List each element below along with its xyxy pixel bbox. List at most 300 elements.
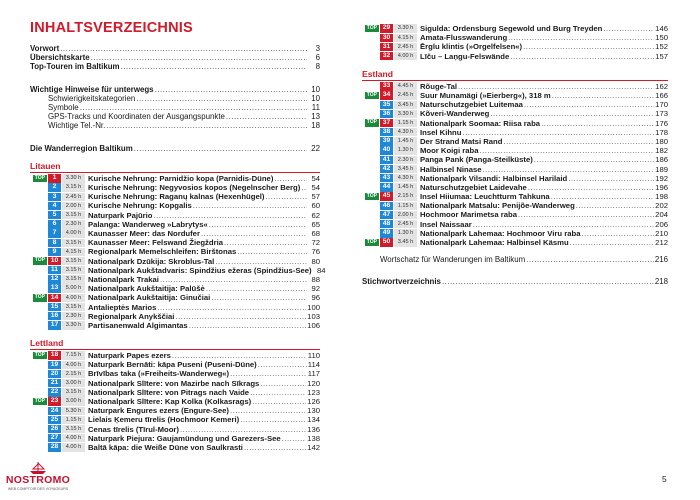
tour-number-badge: 34 [380,91,393,99]
toc-entry[interactable] [362,277,668,286]
tour-duration: 3.15 h [62,211,85,219]
tour-duration: 3.15 h [62,275,85,283]
tour-page: 126 [307,397,320,407]
tour-duration: 4.00 h [62,361,85,369]
tour-duration: 3.45 h [394,238,417,246]
tour-duration: 4.00 h [62,294,85,302]
toc-entry-label: Die Wanderregion Baltikum [30,143,133,153]
dot-leader [175,312,306,321]
region-divider [30,349,320,350]
tour-entry[interactable] [30,443,320,452]
tour-number-badge: 11 [48,266,61,274]
tour-page: 130 [307,406,320,416]
tour-entry[interactable] [30,201,320,210]
tour-number-badge: 36 [380,110,393,118]
tour-page: 182 [655,146,668,156]
tour-page: 157 [655,51,668,61]
tour-number-badge: 9 [48,248,61,256]
tour-entry[interactable] [30,406,320,415]
top-badge: TOP [34,351,45,358]
tour-number-badge: 26 [48,425,61,433]
tour-name: Nationalpark Trakai [88,274,159,284]
tour-duration: 3.15 h [62,257,85,265]
toc-entry-label: Symbole [48,103,79,113]
tour-page: 114 [307,360,320,370]
tour-entry[interactable] [362,119,668,128]
tour-page: 204 [655,210,668,220]
tour-entry[interactable] [30,183,320,192]
toc-entry-page: 13 [311,112,320,122]
tour-name: Kaunasser Meer: das Nordufer [88,229,200,239]
toc-entry[interactable] [30,53,320,62]
tour-duration: 5.00 h [62,284,85,292]
tour-entry[interactable] [362,220,668,229]
tour-number-badge: 40 [380,146,393,154]
tour-name: Nationalpark Matsalu: Penijõe-Wanderweg [420,201,575,211]
tour-page: 150 [655,33,668,43]
tour-number-badge: 29 [380,24,393,32]
tour-entry[interactable] [30,247,320,256]
tour-duration: 1.15 h [394,202,417,210]
tour-number-badge: 4 [48,202,61,210]
tour-number-badge: 13 [48,284,61,292]
tour-duration: 3.30 h [62,174,85,182]
tour-entry[interactable] [362,201,668,210]
dot-leader [226,112,307,121]
tour-duration: 2.15 h [394,192,417,200]
toc-entry[interactable] [30,94,320,103]
tour-name: Kurische Nehrung: Negyvosios kopos (Negelnscher Berg) [88,183,301,193]
tour-number-badge: 41 [380,156,393,164]
tour-number-badge: 48 [380,220,393,228]
dot-leader [215,257,307,266]
tour-name: Naturpark Engures ezers (Engure-See) [88,406,229,416]
tour-page: 189 [655,164,668,174]
tour-entry[interactable] [362,100,668,109]
top-slot [362,25,380,33]
dot-leader [524,100,654,109]
toc-entry-label: Übersichtskarte [30,53,90,63]
tour-name: Der Strand Matsi Rand [420,136,503,146]
tour-entry[interactable] [362,146,668,155]
dot-leader [603,24,654,33]
tour-duration: 1.30 h [394,146,417,154]
tour-page: 198 [655,192,668,202]
dot-leader [237,247,307,256]
tour-number-badge: 42 [380,165,393,173]
top-badge: TOP [34,174,45,181]
tour-name: Kurische Nehrung: Parnidžio kopa (Parnidis-Düne) [88,173,274,183]
tour-page: 100 [307,302,320,312]
dot-leader [80,103,307,112]
logo-name: NOSTROMO [5,474,71,486]
tour-entry[interactable] [30,257,320,266]
tour-duration: 2.00 h [62,202,85,210]
tour-page: 54 [311,183,320,193]
tour-duration: 2.45 h [394,91,417,99]
dot-leader [201,229,307,238]
hints-section [30,85,320,131]
tour-number-badge: 12 [48,275,61,283]
dot-leader [206,284,307,293]
dot-leader [265,192,307,201]
tour-entry[interactable] [30,293,320,302]
tour-name: Nationalpark Vilsandi: Halbinsel Harilaid [420,173,568,183]
dot-leader [250,388,306,397]
dot-leader [551,192,654,201]
tour-name: Lielais Ķemeru tīrelis (Hochmoor Kemeri) [88,415,240,425]
page-number: 5 [662,474,667,484]
toc-entry[interactable] [30,103,320,112]
tour-page: 103 [307,311,320,321]
tour-name: Kõveri-Wanderweg [420,109,490,119]
dot-leader [541,119,654,128]
tour-entry[interactable] [30,229,320,238]
tour-duration: 3.00 h [62,379,85,387]
dot-leader [258,360,307,369]
dot-leader [91,53,307,62]
tour-number-badge: 49 [380,229,393,237]
dot-leader [157,303,306,312]
tour-duration: 4.00 h [62,434,85,442]
tour-entry[interactable] [30,211,320,220]
tour-name: Nationalpark Lahemaa: Hochmoor Viru raba [420,228,581,238]
tour-entry[interactable] [30,388,320,397]
ship-icon [29,461,47,475]
tour-duration: 7.15 h [62,351,85,359]
tour-number-badge: 23 [48,397,61,405]
tour-duration: 2.45 h [62,193,85,201]
tour-page: 60 [311,201,320,211]
toc-entry-page: 3 [315,44,320,53]
tour-list-lettland [30,351,320,452]
tour-number-badge: 39 [380,137,393,145]
dot-leader [60,44,307,53]
dot-leader [211,293,307,302]
tour-entry[interactable] [30,238,320,247]
tour-page: 68 [311,229,320,239]
tour-entry[interactable] [30,397,320,406]
tour-list-lettland-continued [362,24,668,61]
tour-entry[interactable] [30,312,320,321]
tour-page: 210 [655,228,668,238]
tour-number-badge: 15 [48,303,61,311]
dot-leader [576,201,654,210]
tour-page: 136 [307,424,320,434]
tour-entry[interactable] [362,42,668,51]
top-slot [362,239,380,247]
dot-leader [301,183,307,192]
tour-duration: 3.15 h [62,388,85,396]
tour-name: Kurische Nehrung: Kopgalis [88,201,192,211]
tour-name: Nationalpark Slītere: von Mazirbe nach Sīkrags [88,378,260,388]
dot-leader [490,109,654,118]
tour-page: 106 [307,320,320,330]
tour-number-badge: 6 [48,220,61,228]
tour-page: 76 [311,247,320,257]
region-heading-estland: Estland [362,68,394,79]
toc-entry-page: 10 [311,84,320,94]
tour-entry[interactable] [362,210,668,219]
tour-entry[interactable] [30,174,320,183]
tour-entry[interactable] [362,137,668,146]
logo-subtitle: WEB COMPTOIR DES VOYAGEURS [7,487,69,491]
region-heading-lettland: Lettland [30,338,64,349]
tour-name: Suur Munamägi (»Eierberg«), 318 m [420,91,551,101]
toc-entry-page: 11 [311,103,320,113]
tour-number-badge: 35 [380,101,393,109]
tour-name: Ērglu klintis (»Orgelfelsen«) [420,42,523,52]
tour-duration: 2.45 h [394,220,417,228]
tour-duration: 4.45 h [394,82,417,90]
tour-number-badge: 16 [48,312,61,320]
tour-name: Rõuge-Tal [420,81,458,91]
toc-entry[interactable] [362,255,668,264]
tour-page: 192 [655,173,668,183]
tour-entry[interactable] [362,109,668,118]
page-title: INHALTSVERZEICHNIS [30,20,193,36]
tour-duration: 3.45 h [394,101,417,109]
publisher-logo [5,461,71,495]
tour-entry[interactable] [362,33,668,42]
tour-entry[interactable] [30,434,320,443]
tour-name: Nationalpark Aukštaitija: Ginučiai [88,293,211,303]
dot-leader [534,155,654,164]
dot-leader [458,82,654,91]
tour-page: 117 [307,369,320,379]
dot-leader [581,229,654,238]
tour-page: 212 [655,238,668,248]
dot-leader [106,121,307,130]
dot-leader [552,91,654,100]
toc-entry-page: 8 [315,62,320,72]
tour-number-badge: 2 [48,183,61,191]
tour-number-badge: 20 [48,370,61,378]
tour-number-badge: 17 [48,321,61,329]
tour-entry[interactable] [30,302,320,311]
tour-entry[interactable] [362,155,668,164]
tour-entry[interactable] [30,321,320,330]
toc-entry[interactable] [30,85,320,94]
tour-name: Kurische Nehrung: Raganų kalnas (Hexenhügel) [88,192,265,202]
dot-leader [160,275,307,284]
tour-entry[interactable] [362,52,668,61]
tour-entry[interactable] [362,192,668,201]
tour-page: 92 [311,284,320,294]
dot-leader [473,220,654,229]
tour-page: 134 [307,415,320,425]
tour-number-badge: 8 [48,239,61,247]
dot-leader [274,174,307,183]
tour-name: Nationalpark Dzūkija: Skroblus-Tal [88,256,215,266]
tour-number-badge: 1 [48,174,61,182]
dot-leader [510,52,654,61]
tour-page: 152 [655,42,668,52]
tour-page: 96 [311,293,320,303]
dot-leader [244,443,306,452]
tour-duration: 3.15 h [62,183,85,191]
dot-leader [480,146,655,155]
tour-name: Nationalpark Lahemaa: Halbinsel Käsmu [420,238,569,248]
tour-entry[interactable] [30,351,320,360]
toc-entry-label: Wichtige Hinweise für unterwegs [30,84,154,94]
tour-duration: 4.30 h [394,174,417,182]
tour-duration: 3.15 h [62,239,85,247]
tour-name: Brīvības taka (»Freiheits-Wanderweg«) [88,369,230,379]
dot-leader [189,321,306,330]
dot-leader [568,174,654,183]
tour-number-badge: 45 [380,192,393,200]
tour-entry[interactable] [362,183,668,192]
toc-entry-label: Wichtige Tel.-Nr. [48,121,106,131]
tour-entry[interactable] [30,379,320,388]
dot-leader [483,165,655,174]
tour-number-badge: 22 [48,388,61,396]
tour-list-litauen [30,173,326,330]
tour-entry[interactable] [30,220,320,229]
top-slot [30,257,48,265]
toc-entry-label: Vorwort [30,44,60,53]
dot-leader [508,33,654,42]
tour-duration: 4.00 h [62,443,85,451]
tour-duration: 3.15 h [62,303,85,311]
tour-name: Moor Koigi raba [420,146,479,156]
tour-duration: 4.15 h [62,248,85,256]
tour-entry[interactable] [30,360,320,369]
top-badge: TOP [366,192,377,199]
tour-entry[interactable] [30,192,320,201]
tour-entry[interactable] [362,128,668,137]
tour-name: Cenas tīrelis (Tīrul-Moor) [88,424,179,434]
tour-page: 206 [655,219,668,229]
tour-entry[interactable] [30,284,320,293]
tour-page: 170 [655,100,668,110]
tour-duration: 2.30 h [394,156,417,164]
tour-duration: 3.30 h [62,321,85,329]
tour-number-badge: 14 [48,294,61,302]
tour-entry[interactable] [30,369,320,378]
tour-page: 202 [655,201,668,211]
tour-name: Nationalpark Aukštadvaris: Spindžius ežeras (Spindžius-See) [88,265,312,275]
toc-entry-label: GPS-Tracks und Koordinaten der Ausgangspunkte [48,112,225,122]
toc-entry[interactable] [30,44,320,53]
tour-entry[interactable] [30,265,326,275]
dot-leader [172,351,307,360]
tour-name: Nationalpark Aukštaitija: Palūšė [88,284,205,294]
dot-leader [230,369,307,378]
toc-entry-label: Schwierigkeitskategorien [48,93,136,103]
tour-page: 65 [311,219,320,229]
tour-number-badge: 25 [48,416,61,424]
toc-entry-label: Top-Touren im Baltikum [30,62,120,72]
tour-name: Panga Pank (Panga-Steilküste) [420,155,533,165]
toc-entry[interactable] [30,112,320,121]
tour-duration: 4.15 h [394,34,417,42]
dot-leader [230,406,306,415]
tour-page: 180 [655,136,668,146]
dot-leader [528,183,654,192]
tour-page: 123 [307,387,320,397]
dot-leader [180,425,306,434]
top-slot [30,352,48,360]
tour-name: Hochmoor Marimetsa raba [420,210,517,220]
top-badge: TOP [366,119,377,126]
dot-leader [462,128,654,137]
top-slot [30,398,48,406]
toc-entry[interactable] [30,144,320,153]
tour-page: 120 [307,378,320,388]
toc-entry[interactable] [30,121,320,130]
tour-page: 54 [311,173,320,183]
tour-name: Regionalpark Anykščiai [88,311,175,321]
tour-page: 138 [307,433,320,443]
dot-leader [154,211,307,220]
tour-entry[interactable] [362,238,668,247]
tour-name: Naturpark Piejura: Gaujamündung und Garezers-See [88,433,281,443]
extras-section [362,255,668,286]
dot-leader [121,62,307,71]
tour-duration: 1.30 h [394,229,417,237]
tour-duration: 2.30 h [62,312,85,320]
tour-entry[interactable] [362,24,668,33]
top-badge: TOP [34,294,45,301]
tour-duration: 1.15 h [394,119,417,127]
tour-page: 80 [311,256,320,266]
tour-entry[interactable] [30,275,320,284]
tour-duration: 3.30 h [394,110,417,118]
tour-page: 186 [655,155,668,165]
top-badge: TOP [366,91,377,98]
tour-page: 176 [655,118,668,128]
tour-number-badge: 24 [48,407,61,415]
tour-number-badge: 3 [48,193,61,201]
tour-duration: 4.00 h [62,229,85,237]
tour-page: 173 [655,109,668,119]
toc-entry[interactable] [30,62,320,71]
tour-entry[interactable] [30,415,320,424]
tour-entry[interactable] [30,425,320,434]
dot-leader [442,277,654,286]
tour-duration: 1.45 h [394,183,417,191]
tour-name: Naturpark Bernāti: kāpa Puseni (Puseni-Düne) [88,360,257,370]
tour-name: Baltā kāpa: die Weiße Düne von Saulkrasti [88,442,243,452]
tour-entry[interactable] [362,229,668,238]
top-slot [362,92,380,100]
tour-name: Insel Naissaar [420,219,472,229]
tour-number-badge: 46 [380,202,393,210]
tour-number-badge: 32 [380,52,393,60]
toc-left-column [30,44,326,452]
tour-name: Līču – Laņgu-Felswände [420,51,510,61]
tour-name: Nationalpark Soomaa: Riisa raba [420,118,541,128]
dot-leader [224,238,307,247]
tour-entry[interactable] [362,164,668,173]
top-slot [30,175,48,183]
tour-entry[interactable] [362,91,668,100]
tour-duration: 2.15 h [62,370,85,378]
tour-number-badge: 38 [380,128,393,136]
tour-number-badge: 50 [380,238,393,246]
tour-number-badge: 21 [48,379,61,387]
tour-duration: 3.15 h [62,266,85,274]
tour-name: Palanga: Wanderweg »Labrytys« [88,219,208,229]
tour-entry[interactable] [362,174,668,183]
tour-duration: 3.15 h [62,425,85,433]
dot-leader [155,85,307,94]
tour-page: 142 [307,442,320,452]
tour-entry[interactable] [362,82,668,91]
tour-number-badge: 19 [48,361,61,369]
